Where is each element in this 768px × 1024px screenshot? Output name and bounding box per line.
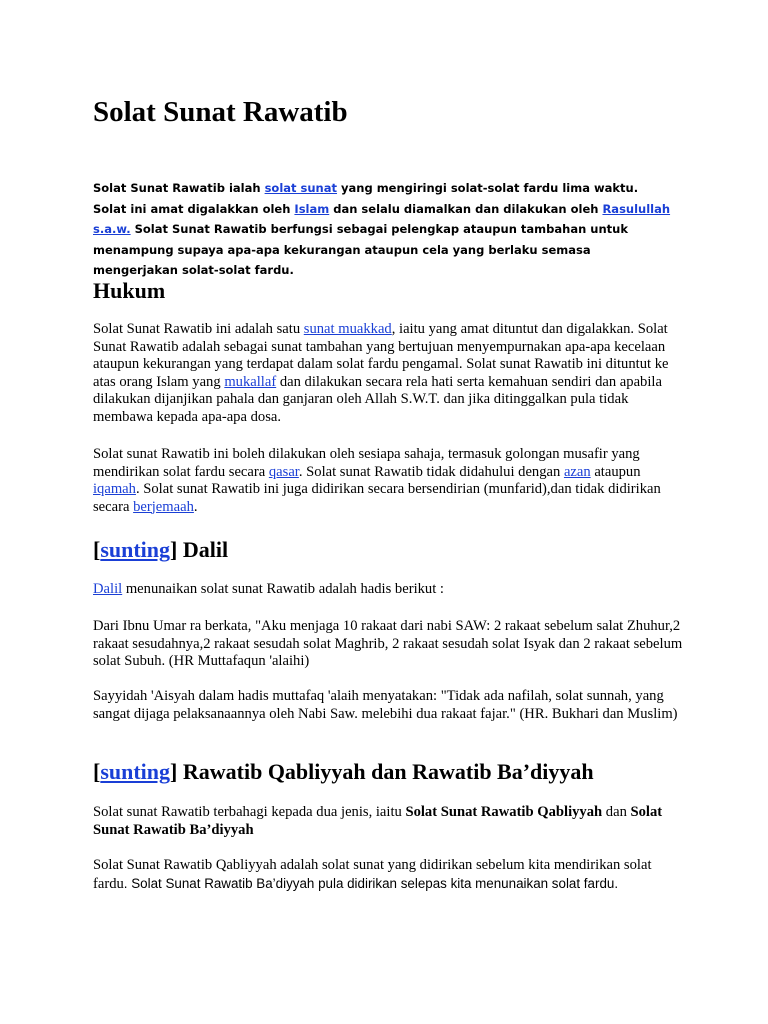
edit-link-dalil[interactable]: sunting [100, 537, 171, 562]
section-heading-label: Rawatib Qabliyyah dan Rawatib Ba’diyyah [182, 759, 594, 784]
link-islam[interactable]: Islam [294, 201, 330, 216]
link-dalil[interactable]: Dalil [93, 581, 123, 597]
link-qasar[interactable]: qasar [268, 463, 299, 480]
link-sunat-muakkad[interactable]: sunat muakkad [303, 321, 392, 337]
bracket-close: ] [170, 759, 183, 784]
bracket-close: ] [170, 537, 183, 562]
text-run: Solat Sunat Rawatib berfungsi sebagai pelengkap ataupun tambahan untuk menampung supaya apa-apa kekurangan ataupun cela yang berlaku semasa mengerjakan solat-solat fardu. [93, 222, 628, 277]
link-iqamah[interactable]: iqamah [93, 481, 136, 497]
rawatib-paragraph-1 [93, 804, 683, 839]
text-run: dan [602, 804, 631, 820]
link-mukallaf[interactable]: mukallaf [224, 373, 277, 390]
dalil-paragraph-2: Dari Ibnu Umar ra berkata, "Aku menjaga 10 rakaat dari nabi SAW: 2 rakaat sebelum salat Zhuhur,2 rakaat sesudahnya,2 rakaat sesudah solat Maghrib, 2 rakaat sesudah solat Isyak dan 2 rakaat sebelum solat Subuh. (HR Muttafaqun 'alaihi) [93, 618, 683, 669]
link-azan[interactable]: azan [563, 463, 591, 480]
hukum-paragraph-2 [93, 446, 683, 516]
text-run: Solat Sunat Rawatib Qabliyyah adalah solat sunat yang didirikan sebelum kita mendirikan solat fardu [93, 857, 652, 892]
text-run: Solat Sunat Rawatib ini adalah satu [93, 321, 304, 337]
bracket-open: [ [93, 537, 101, 562]
text-run: , iaitu yang amat dituntut dan digalakkan. Solat Sunat Rawatib adalah sebagai sunat tambahan yang bertujuan menyempurnakan apa-apa kecelaan ataupun kekurangan yang terdapat dalam solat fardu pengamal. Solat sunat Rawatib ini dituntut ke atas orang Islam yang [93, 321, 669, 390]
link-rasulullah[interactable]: Rasulullah s.a.w. [93, 201, 671, 236]
text-run: . Solat sunat Rawatib ini juga didirikan secara bersendirian (munfarid),dan tidak didirikan secara [93, 481, 661, 515]
section-heading-label: Dalil [182, 537, 229, 562]
text-run: ataupun [590, 463, 641, 480]
section-heading-hukum: Hukum [93, 278, 166, 303]
text-run: dan selalu diamalkan dan dilakukan oleh [329, 201, 603, 216]
link-solat-sunat[interactable]: solat sunat [264, 181, 338, 195]
link-berjemaah[interactable]: berjemaah [133, 498, 194, 515]
bold-term-qabliyyah: Solat Sunat Rawatib Qabliyyah [405, 804, 603, 820]
text-run: Solat Sunat Rawatib ialah [93, 181, 265, 195]
section-heading-rawatib [93, 757, 594, 787]
hukum-paragraph-1 [93, 321, 683, 426]
text-run-alt-font: . Solat Sunat Rawatib Ba’diyyah pula didirikan selepas kita menunaikan solat fardu. [123, 875, 619, 891]
dalil-paragraph-3: Sayyidah 'Aisyah dalam hadis muttafaq 'alaih menyatakan: "Tidak ada nafilah, solat sunnah, yang sangat dijaga pelaksanaannya oleh Nabi Saw. melebihi dua rakaat fajar." (HR. Bukhari dan Muslim) [93, 688, 678, 722]
text-run: . [193, 498, 198, 515]
text-run: Solat sunat Rawatib ini boleh dilakukan oleh sesiapa sahaja, termasuk golongan musafir yang mendirikan solat fardu secara [93, 446, 640, 480]
dalil-paragraph-1 [93, 581, 683, 599]
text-run: . Solat sunat Rawatib tidak didahului dengan [298, 463, 564, 480]
rawatib-paragraph-2 [93, 857, 683, 893]
section-heading-dalil [93, 535, 228, 565]
intro-paragraph [93, 178, 673, 281]
edit-link-rawatib[interactable]: sunting [100, 759, 171, 784]
text-run: dan dilakukan secara rela hati serta kemahuan sendiri dan apabila dilakukan dijanjikan pahala dan ganjaran oleh Allah S.W.T. dan jika ditinggalkan pula tidak membawa kepada apa-apa dosa. [93, 373, 662, 425]
bracket-open: [ [93, 759, 101, 784]
page-title: Solat Sunat Rawatib [93, 96, 348, 128]
text-run: Solat sunat Rawatib terbahagi kepada dua jenis, iaitu [93, 804, 406, 820]
text-run: yang mengiringi solat-solat fardu lima waktu. Solat ini amat digalakkan oleh [93, 181, 639, 216]
text-run: menunaikan solat sunat Rawatib adalah hadis berikut : [122, 581, 444, 597]
bold-term-badiyyah: Solat Sunat Rawatib Ba’diyyah [93, 804, 663, 838]
